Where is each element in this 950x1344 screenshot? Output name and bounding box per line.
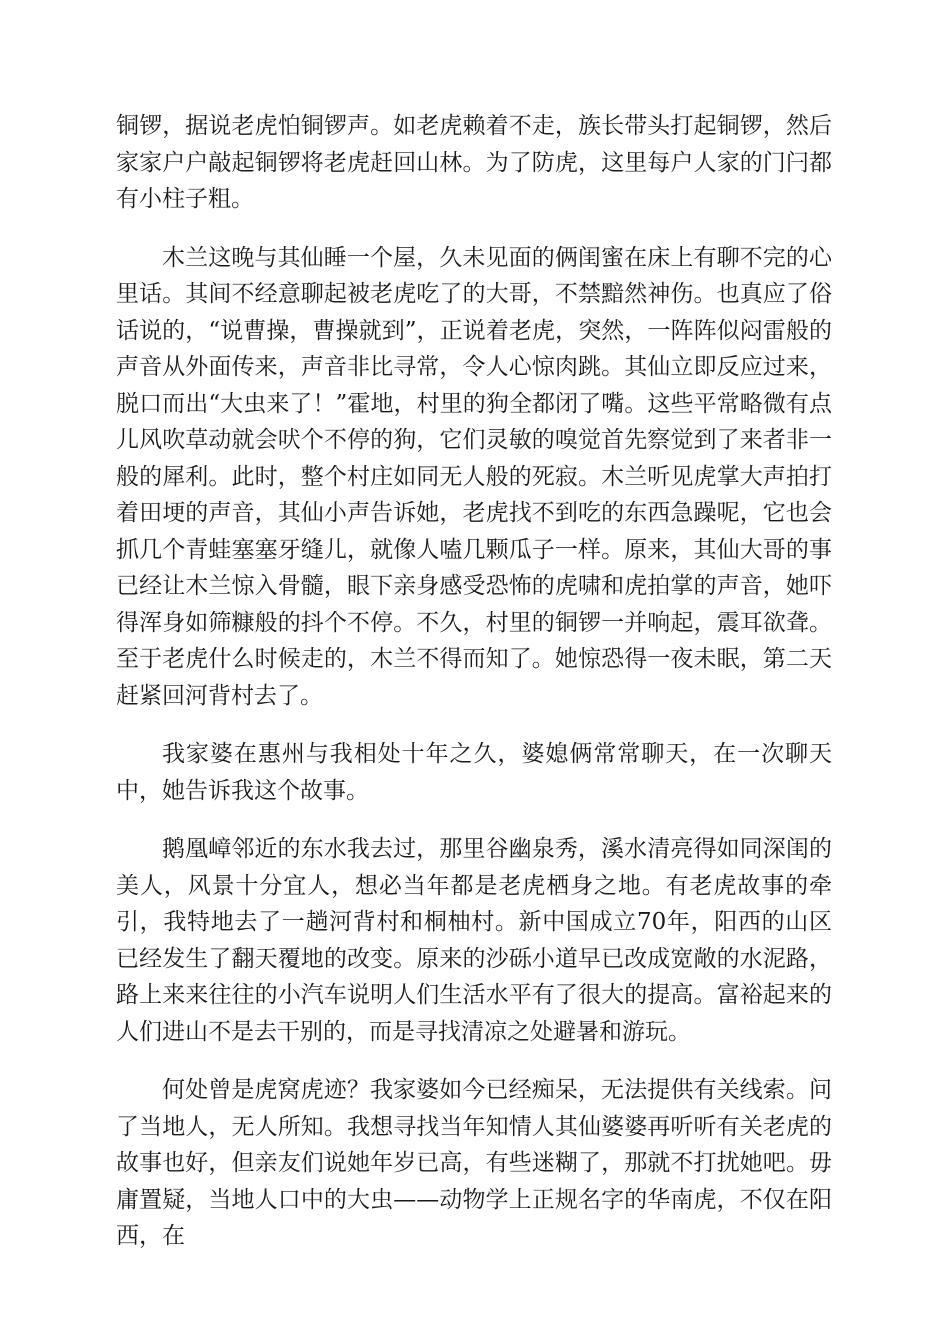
paragraph-continued: 铜锣，据说老虎怕铜锣声。如老虎赖着不走，族长带头打起铜锣，然后家家户户敲起铜锣将老虎赶回山林。为了防虎，这里每户人家的门闩都有小柱子粗。 bbox=[116, 113, 832, 212]
paragraph-night-tiger: 木兰这晚与其仙睡一个屋，久未见面的俩闺蜜在床上有聊不完的心里话。其间不经意聊起被老虎吃了的大哥，不禁黯然神伤。也真应了俗话说的，“说曹操，曹操就到”，正说着老虎，突然，一阵阵似闷雷般的声音从外面传来，声音非比寻常，令人心惊肉跳。其仙立即反应过来，脱口而出“大虫来了！”霍地，村里的狗全都闭了嘴。这些平常略微有点儿风吹草动就会吠个不停的狗，它们灵敏的嗅觉首先察觉到了来者非一般的犀利。此时，整个村庄如同无人般的死寂。木兰听见虎掌大声拍打着田埂的声音，其仙小声告诉她，老虎找不到吃的东西急躁呢，它也会抓几个青蛙塞塞牙缝儿，就像人嗑几颗瓜子一样。原来，其仙大哥的事已经让木兰惊入骨髓，眼下亲身感受恐怖的虎啸和虎拍掌的声音，她吓得浑身如筛糠般的抖个不停。不久，村里的铜锣一并响起，震耳欲聋。至于老虎什么时候走的，木兰不得而知了。她惊恐得一夜未眠，第二天赶紧回河背村去了。 bbox=[116, 244, 832, 709]
paragraph-tiger-traces: 何处曾是虎窝虎迹？我家婆如今已经痴呆，无法提供有关线索。问了当地人，无人所知。我想寻找当年知情人其仙婆婆再听听有关老虎的故事也好，但亲友们说她年岁已高，有些迷糊了，那就不打扰她吧。毋庸置疑，当地人口中的大虫——动物学上正规名字的华南虎，不仅在阳西，在 bbox=[116, 1077, 832, 1249]
document-page bbox=[116, 108, 832, 1278]
paragraph-dongshui-visit: 鹅凰嶂邻近的东水我去过，那里谷幽泉秀，溪水清亮得如同深闺的美人，风景十分宜人，想必当年都是老虎栖身之地。有老虎故事的牵引，我特地去了一趟河背村和桐柚村。新中国成立70年，阳西的山区已经发生了翻天覆地的改变。原来的沙砾小道早已改成宽敞的水泥路，路上来来往往的小汽车说明人们生活水平有了很大的提高。富裕起来的人们进山不是去干别的，而是寻找清凉之处避暑和游玩。 bbox=[116, 836, 832, 1045]
paragraph-mother-in-law-story: 我家婆在惠州与我相处十年之久，婆媳俩常常聊天，在一次聊天中，她告诉我这个故事。 bbox=[116, 741, 832, 804]
